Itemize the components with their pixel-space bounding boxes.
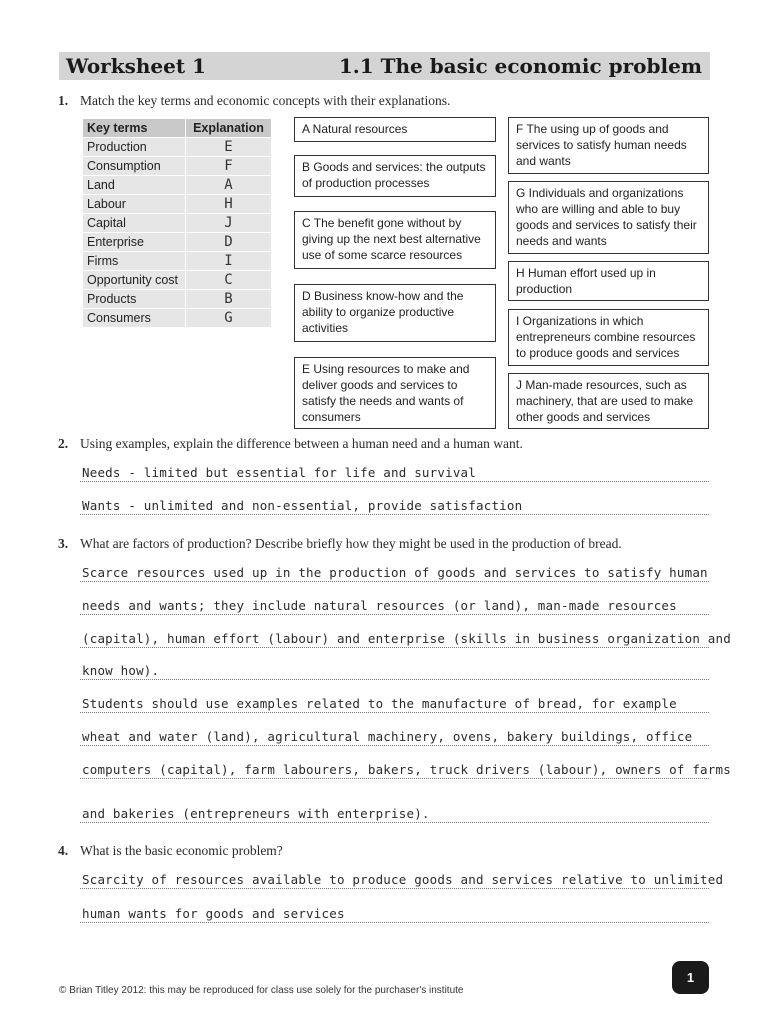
answer-line: and bakeries (entrepreneurs with enterprise).: [82, 806, 430, 821]
question-text: What are factors of production? Describe briefly how they might be used in the production of bread.: [80, 536, 622, 551]
term-cell: Opportunity cost: [83, 271, 186, 290]
table-row: [83, 309, 272, 328]
answer-rule: [80, 581, 709, 582]
term-cell: Capital: [83, 214, 186, 233]
answer-cell: C: [186, 271, 272, 290]
explanation-box-c: C The benefit gone without by giving up the next best alternative use of some scarce resources: [294, 211, 496, 269]
answer-line: Needs - limited but essential for life and survival: [82, 465, 477, 480]
term-cell: Products: [83, 290, 186, 309]
explanation-box-f: F The using up of goods and services to satisfy human needs and wants: [508, 117, 709, 174]
answer-line: Students should use examples related to the manufacture of bread, for example: [82, 696, 677, 711]
table-header-row: [83, 119, 272, 138]
table-row: [83, 157, 272, 176]
question-number: 4.: [58, 843, 69, 858]
term-cell: Consumers: [83, 309, 186, 328]
answer-rule: [80, 514, 709, 515]
answer-rule: [80, 888, 709, 889]
explanation-box-i: I Organizations in which entrepreneurs combine resources to produce goods and services: [508, 309, 709, 366]
answer-line: (capital), human effort (labour) and enterprise (skills in business organization and: [82, 631, 731, 646]
answer-rule: [80, 822, 709, 823]
term-cell: Production: [83, 138, 186, 157]
question-text: What is the basic economic problem?: [80, 843, 283, 858]
explanation-box-a: A Natural resources: [294, 117, 496, 142]
answer-rule: [80, 712, 709, 713]
key-terms-table: [82, 118, 272, 328]
explanation-box-e: E Using resources to make and deliver goods and services to satisfy the needs and wants of consumers: [294, 357, 496, 429]
copyright-footer: © Brian Titley 2012: this may be reproduced for class use solely for the purchaser's institute: [59, 985, 464, 996]
explanation-box-h: H Human effort used up in production: [508, 261, 709, 301]
answer-line: Scarce resources used up in the production of goods and services to satisfy human: [82, 565, 708, 580]
answer-cell: A: [186, 176, 272, 195]
answer-line: wheat and water (land), agricultural machinery, ovens, bakery buildings, office: [82, 729, 693, 744]
table-row: [83, 252, 272, 271]
answer-rule: [80, 614, 709, 615]
worksheet-title: 1.1 The basic economic problem: [338, 54, 702, 78]
worksheet-header: [59, 52, 710, 80]
answer-line: know how).: [82, 663, 160, 678]
table-row: [83, 138, 272, 157]
question-number: 1.: [58, 93, 69, 108]
answer-cell: D: [186, 233, 272, 252]
answer-cell: H: [186, 195, 272, 214]
answer-rule: [80, 679, 709, 680]
term-cell: Firms: [83, 252, 186, 271]
column-header-explanation: Explanation: [186, 119, 272, 138]
page-number: 1: [672, 961, 709, 994]
table-row: [83, 233, 272, 252]
table-row: [83, 176, 272, 195]
column-header-key-terms: Key terms: [83, 119, 186, 138]
worksheet-label: Worksheet 1: [66, 54, 206, 78]
question-number: 2.: [58, 436, 69, 451]
table-row: [83, 271, 272, 290]
answer-cell: E: [186, 138, 272, 157]
question-text: Using examples, explain the difference between a human need and a human want.: [80, 436, 523, 451]
term-cell: Labour: [83, 195, 186, 214]
explanation-box-g: G Individuals and organizations who are willing and able to buy goods and services to satisfy their needs and wants: [508, 181, 709, 254]
explanation-box-b: B Goods and services: the outputs of production processes: [294, 155, 496, 197]
answer-line: human wants for goods and services: [82, 906, 345, 921]
table-row: [83, 290, 272, 309]
answer-line: needs and wants; they include natural resources (or land), man-made resources: [82, 598, 677, 613]
answer-rule: [80, 481, 709, 482]
explanation-box-d: D Business know-how and the ability to organize productive activities: [294, 284, 496, 342]
answer-rule: [80, 778, 709, 779]
term-cell: Enterprise: [83, 233, 186, 252]
explanation-box-j: J Man-made resources, such as machinery, that are used to make other goods and services: [508, 373, 709, 429]
question-text: Match the key terms and economic concepts with their explanations.: [80, 93, 451, 108]
question-number: 3.: [58, 536, 69, 551]
answer-line: Scarcity of resources available to produce goods and services relative to unlimited: [82, 872, 724, 887]
answer-line: computers (capital), farm labourers, bakers, truck drivers (labour), owners of farms: [82, 762, 731, 777]
answer-cell: B: [186, 290, 272, 309]
answer-cell: J: [186, 214, 272, 233]
answer-cell: I: [186, 252, 272, 271]
table-row: [83, 195, 272, 214]
answer-cell: G: [186, 309, 272, 328]
table-row: [83, 214, 272, 233]
answer-cell: F: [186, 157, 272, 176]
answer-rule: [80, 745, 709, 746]
term-cell: Consumption: [83, 157, 186, 176]
answer-rule: [80, 922, 709, 923]
answer-rule: [80, 647, 709, 648]
answer-line: Wants - unlimited and non-essential, provide satisfaction: [82, 498, 523, 513]
term-cell: Land: [83, 176, 186, 195]
